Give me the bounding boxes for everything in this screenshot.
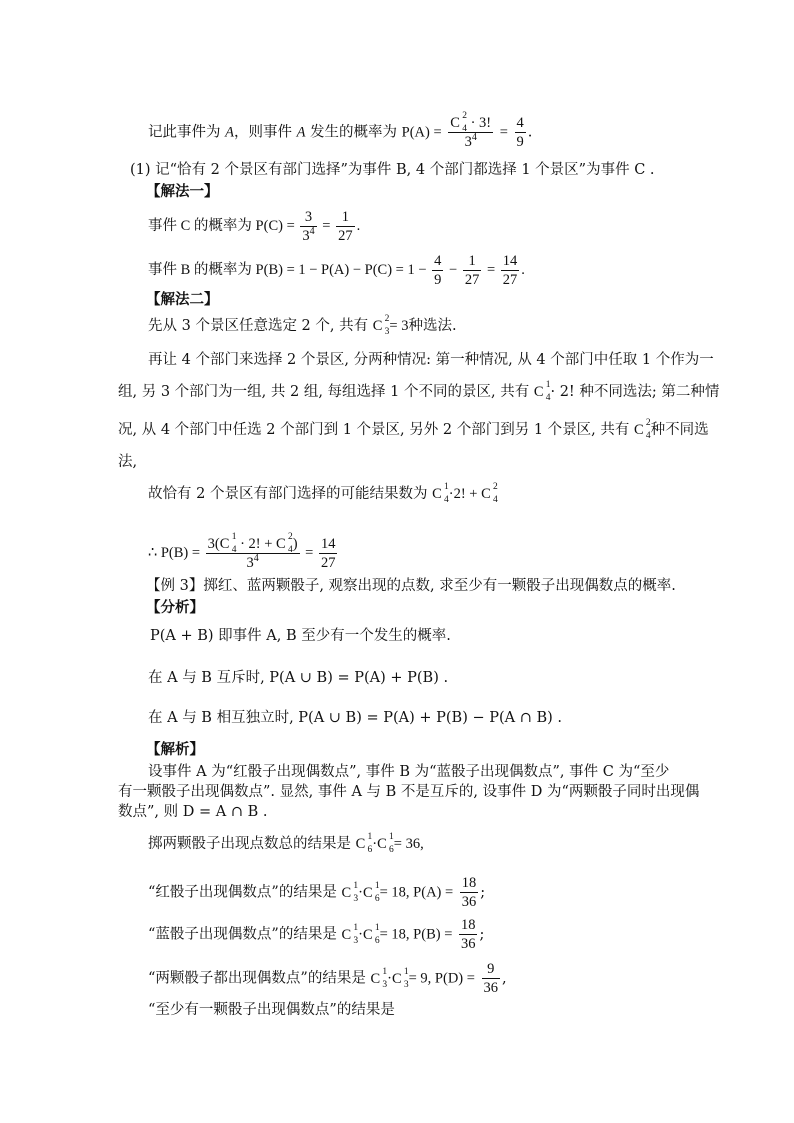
line-11: 法, [118, 454, 138, 470]
line-16: P(A + B) 即事件 A, B 至少有一个发生的概率. [150, 628, 451, 644]
line-17: 在 A 与 B 互斥时, P(A ∪ B) = P(A) + P(B) . [148, 670, 449, 686]
text: 发生的概率为 [305, 124, 402, 141]
fraction: $\frac{18}{36}$ [460, 917, 476, 952]
line-22: 数点”, 则 D = A ∩ B . [118, 804, 268, 820]
line-2: (1) 记“恰有 2 个景区有部门选择”为事件 B, 4 个部门都选择 1 个景区”为事件 C . [130, 162, 655, 178]
heading-analysis: 【分析】 [146, 599, 204, 616]
prob-expr: P(A) = [401, 124, 442, 141]
line-25: “蓝骰子出现偶数点”的结果是 C 1 3 ·C 1 6 = 18, P(B) = $\frac{18}{36}$ ; [148, 917, 485, 952]
line-23: 掷两颗骰子出现点数总的结果是 C 1 6 ·C 1 6 = 36, [148, 832, 424, 855]
line-9: 组, 另 3 个部门为一组, 共 2 组, 每组选择 1 个不同的景区, 共有 C 1 4 · 2! 种不同选法; 第二种情 [118, 380, 720, 403]
fraction: 3(C 1 4 · 2! + C 2 4 ) $3^4$ [207, 532, 298, 571]
fraction: $\frac{4}{9}$ [516, 115, 524, 150]
line-18: 在 A 与 B 相互独立时, P(A ∪ B) = P(A) + P(B) − P(A ∩ B) . [148, 710, 562, 726]
line-5: 事件 B 的概率为 P(B) = 1 − P(A) − P(C) = 1 − $\frac{4}{9}$ − $\frac{1}{27}$ = $\frac{14}{27}$ . [148, 253, 525, 288]
line-14: 【例 3】掷红、蓝两颗骰子, 观察出现的点数, 求至少有一颗骰子出现偶数点的概率. [146, 578, 676, 594]
text: . [527, 124, 533, 141]
line-4: 事件 C 的概率为 P(C) = $\frac{3}{3^4}$ = $\frac{1}{27}$ . [148, 209, 361, 244]
fraction: $\frac{9}{36}$ [483, 961, 499, 996]
fraction: $\frac{14}{27}$ [502, 253, 518, 288]
text: ，则事件 [233, 124, 297, 141]
var-a: A [296, 124, 306, 141]
line-8: 再让 4 个部门来选择 2 个景区, 分两种情况: 第一种情况, 从 4 个部门中任取 1 个作为一 [148, 352, 714, 368]
equals: = [499, 124, 508, 141]
fraction: $\frac{18}{36}$ [461, 875, 477, 910]
var-a: A [225, 124, 234, 141]
line-12: 故恰有 2 个景区有部门选择的可能结果数为 C 1 4 ·2! + C 2 4 [148, 482, 498, 505]
fraction: $\frac{1}{27}$ [338, 209, 353, 244]
text: 记此事件为 [148, 124, 226, 141]
line-21: 有一颗骰子出现偶数点”. 显然, 事件 A 与 B 不是互斥的, 设事件 D 为“两颗骰子同时出现偶 [118, 784, 700, 800]
line-20: 设事件 A 为“红骰子出现偶数点”, 事件 B 为“蓝骰子出现偶数点”, 事件 C 为“至少 [148, 764, 670, 780]
heading-solution: 【解析】 [146, 741, 204, 758]
fraction: $\frac{14}{27}$ [320, 536, 336, 571]
line-26: “两颗骰子都出现偶数点”的结果是 C 1 3 ·C 1 3 = 9, P(D) = $\frac{9}{36}$ , [148, 961, 507, 996]
fraction: $\frac{3}{3^4}$ [302, 209, 315, 244]
line-10: 况, 从 4 个部门中任选 2 个部门到 1 个景区, 另外 2 个部门到另 1 个景区, 共有 C 2 4 种不同选 [118, 418, 709, 441]
line-7: 先从 3 个景区任意选定 2 个, 共有 C 2 3 = 3种选法. [148, 314, 457, 337]
line-13: ∴ P(B) = 3(C 1 4 · 2! + C 2 4 ) $3^4$ = $\frac{14}{27}$ [148, 532, 336, 571]
line-1 [148, 111, 533, 151]
line-27: “至少有一颗骰子出现偶数点”的结果是 [148, 1002, 395, 1018]
heading-solution-1: 【解法一】 [146, 183, 219, 200]
fraction: $\frac{4}{9}$ [434, 253, 442, 288]
line-24: “红骰子出现偶数点”的结果是 C 1 3 ·C 1 6 = 18, P(A) = $\frac{18}{36}$ ; [148, 875, 486, 910]
fraction: C 2 4 · 3! $3^4$ [450, 111, 492, 150]
fraction: $\frac{1}{27}$ [464, 253, 480, 288]
heading-solution-2: 【解法二】 [146, 291, 219, 308]
